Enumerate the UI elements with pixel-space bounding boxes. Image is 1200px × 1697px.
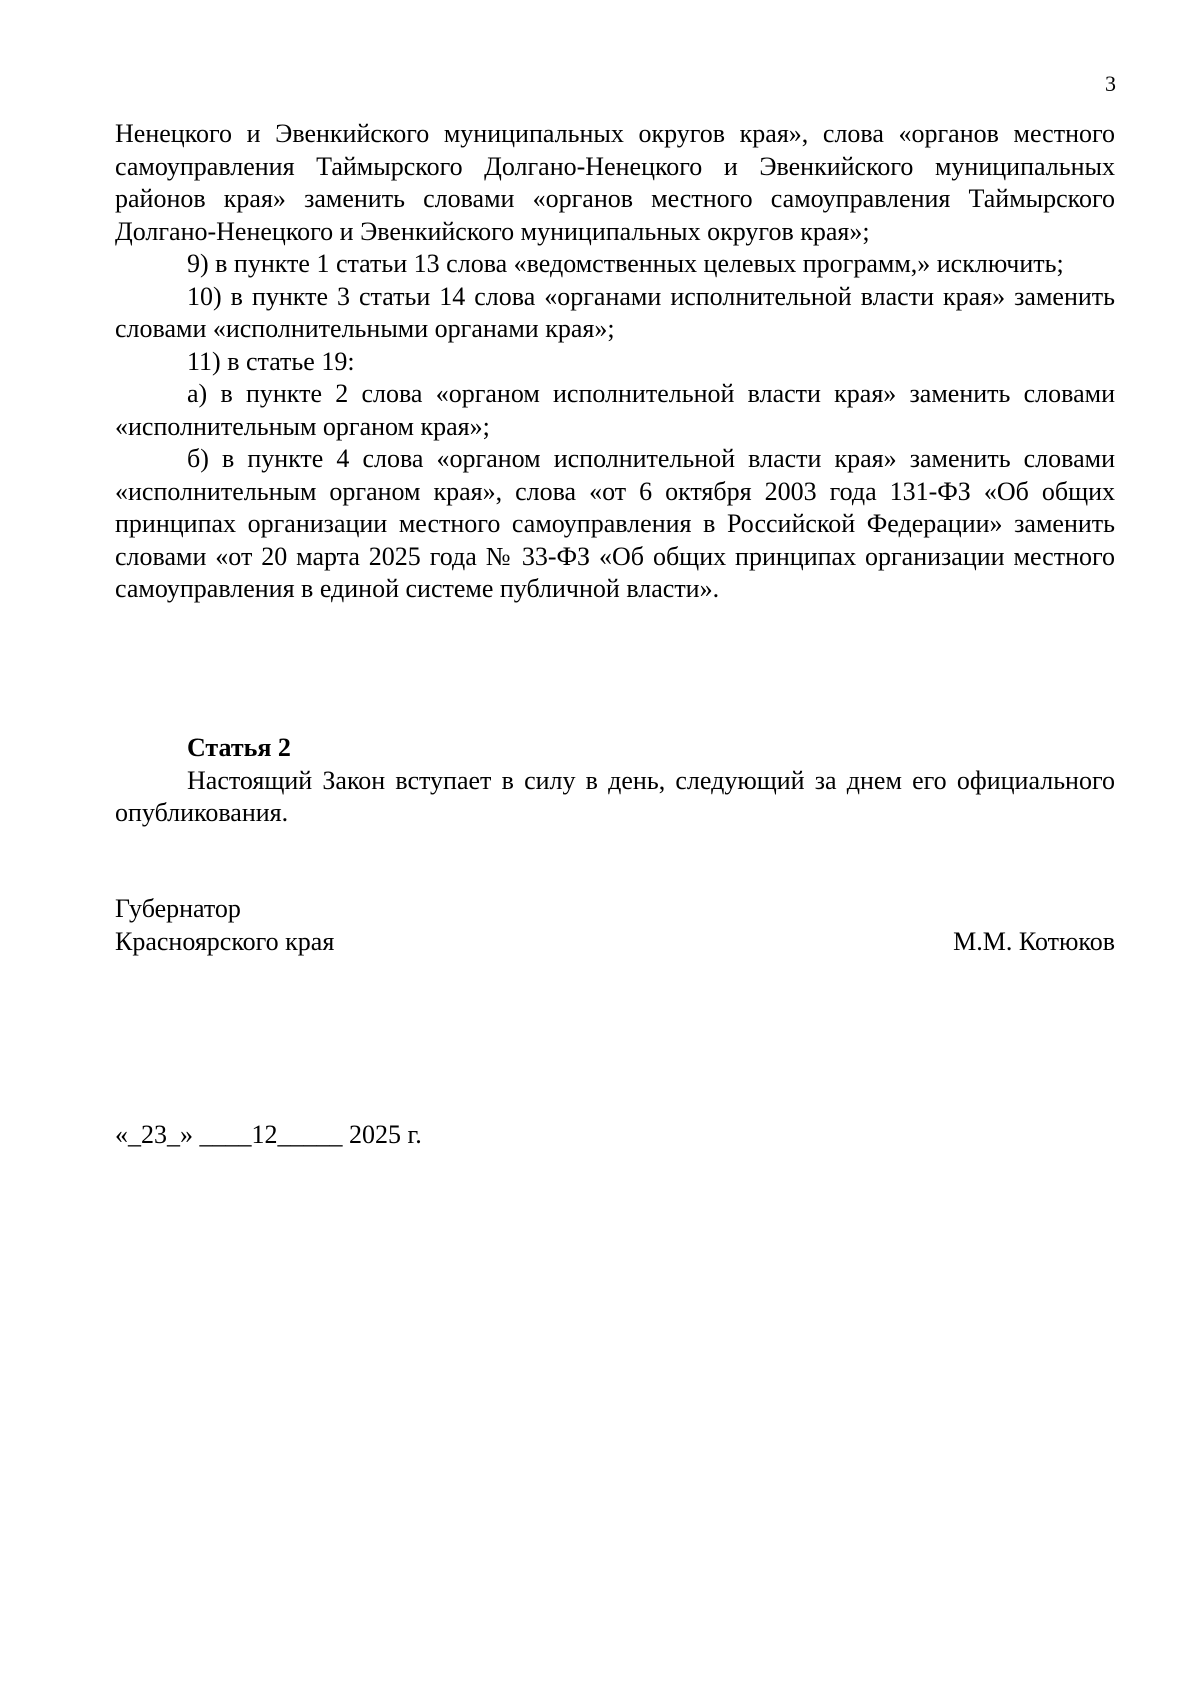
signatory-title-line1: Губернатор — [115, 894, 241, 923]
signatory-title-line2: Красноярского края — [115, 926, 335, 956]
paragraph-continuation: Ненецкого и Эвенкийского муниципальных округов края», слова «органов местного самоуправления Таймырского Долгано-Ненецкого и Эвенкийского муниципальных районов края» заменить словами «органов местного самоуправления Таймырского Долгано-Ненецкого и Эвенкийского муниципальных округов края»; — [115, 119, 1115, 246]
page-number: 3 — [1105, 71, 1116, 96]
article-2 — [115, 732, 1115, 830]
paragraph-subitem-b: б) в пункте 4 слова «органом исполнительной власти края» заменить словами «исполнительным органом края», слова «от 6 октября 2003 года 131-ФЗ «Об общих принципах организации местного самоуправления в Российской Федерации» заменить словами «от 20 марта 2025 года № 33-ФЗ «Об общих принципах организации местного самоуправления в единой системе публичной власти». — [115, 444, 1115, 603]
paragraph-item-10: 10) в пункте 3 статьи 14 слова «органами исполнительной власти края» заменить словами «исполнительными органами края»; — [115, 281, 1115, 343]
article-heading: Статья 2 — [187, 733, 291, 762]
signatory-name: М.М. Котюков — [953, 926, 1115, 956]
signature-block — [115, 893, 1115, 958]
paragraph-subitem-a: а) в пункте 2 слова «органом исполнительной власти края» заменить словами «исполнительным органом края»; — [115, 379, 1115, 441]
article-text: Настоящий Закон вступает в силу в день, следующий за днем его официального опубликования. — [115, 765, 1115, 827]
document-body — [115, 118, 1115, 606]
signing-date: «_23_» ____12_____ 2025 г. — [115, 1120, 422, 1149]
paragraph-item-11: 11) в статье 19: — [187, 346, 355, 376]
paragraph-item-9: 9) в пункте 1 статьи 13 слова «ведомственных целевых программ,» исключить; — [187, 249, 1064, 278]
